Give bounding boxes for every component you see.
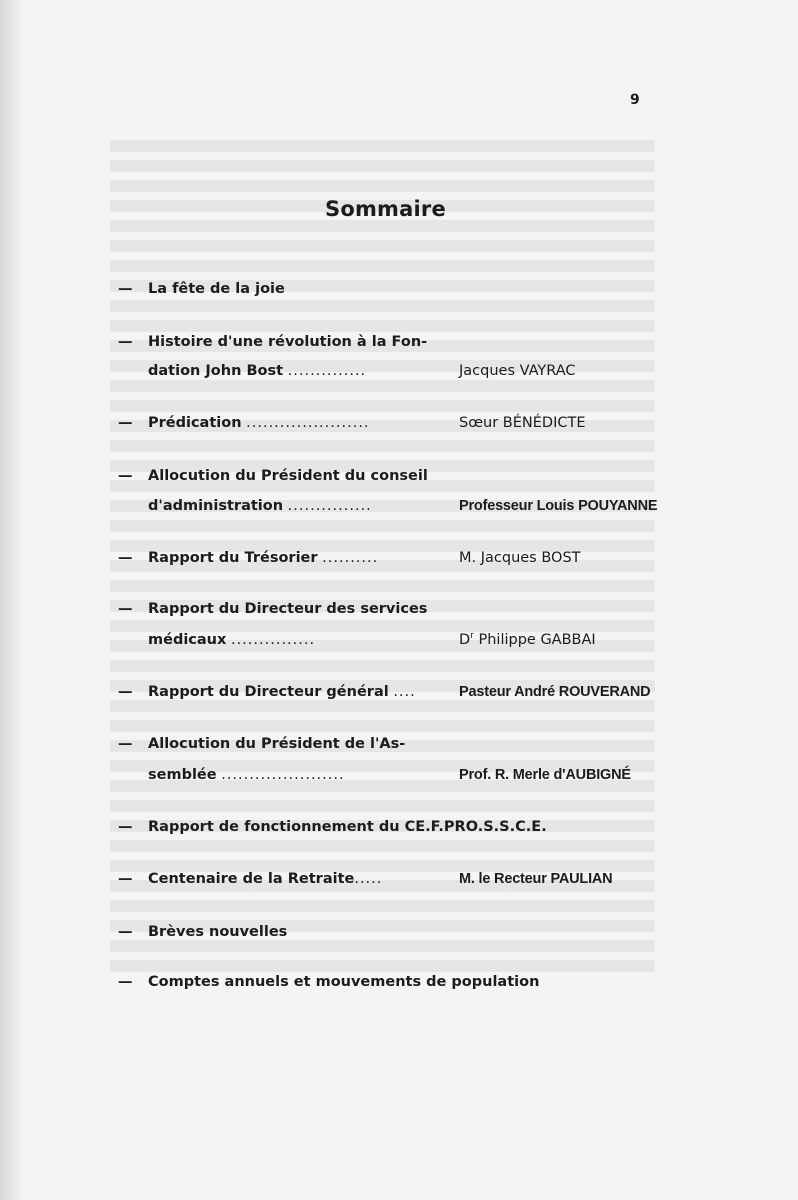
entry-title: La fête de la joie	[148, 281, 285, 297]
entry-author: M. le Recteur PAULIAN	[459, 871, 613, 887]
author-name: Philippe GABBAI	[473, 632, 596, 648]
entry-dash: —	[118, 550, 133, 566]
entry-dash: —	[118, 924, 133, 940]
entry-title: Rapport du Directeur des services	[148, 601, 428, 617]
entry-dash: —	[118, 415, 133, 431]
entry-author: Prof. R. Merle d'AUBIGNÉ	[459, 767, 631, 783]
entry-title: Centenaire de la Retraite	[148, 871, 355, 887]
entry-dash: —	[118, 974, 133, 990]
entry-dash: —	[118, 468, 133, 484]
entry-author	[459, 631, 596, 649]
toc-entry-comptes	[118, 973, 638, 991]
toc-entry-breves	[118, 923, 638, 941]
toc-entry-fonctionnement	[118, 818, 638, 836]
toc-entry-histoire	[118, 333, 638, 351]
toc-entry-directeur-general	[118, 683, 651, 701]
entry-dash: —	[118, 736, 133, 752]
entry-dash: —	[118, 684, 133, 700]
entry-dash: —	[118, 281, 133, 297]
leader-dots: ..........	[322, 550, 379, 566]
toc-entry-services-medicaux	[118, 600, 638, 618]
leader-dots: ...............	[287, 498, 372, 514]
toc-entry-predication	[118, 414, 638, 432]
toc-entry-tresorier	[118, 549, 638, 567]
leader-dots: .....	[354, 871, 383, 887]
entry-dash: —	[118, 334, 133, 350]
entry-title: Allocution du Président du conseil	[148, 468, 428, 484]
toc-entry-centenaire	[118, 870, 638, 888]
author-title-superscript: r	[470, 631, 474, 642]
entry-title-continued: semblée	[148, 767, 217, 783]
leader-dots: ......................	[246, 415, 370, 431]
entry-title: Histoire d'une révolution à la Fon-	[148, 334, 428, 350]
entry-author: M. Jacques BOST	[459, 550, 581, 566]
page-number: 9	[630, 92, 640, 108]
toc-entry-fete-joie	[118, 280, 638, 298]
entry-title: Rapport du Trésorier	[148, 550, 318, 566]
entry-title: Comptes annuels et mouvements de population	[148, 974, 540, 990]
page-title: Sommaire	[325, 197, 446, 221]
leader-dots: ......................	[221, 767, 345, 783]
author-title-prefix: D	[459, 632, 471, 648]
entry-title-continued: dation John Bost	[148, 363, 284, 379]
entry-dash: —	[118, 601, 133, 617]
entry-author: Pasteur André ROUVERAND	[459, 684, 651, 700]
entry-title: Prédication	[148, 415, 242, 431]
toc-entry-allocution-assemblee-cont	[118, 766, 668, 784]
toc-entry-allocution-assemblee	[118, 735, 638, 753]
leader-dots: ..............	[287, 363, 367, 379]
entry-title: Rapport de fonctionnement du CE.F.PRO.S.S.C.E.	[148, 819, 547, 835]
entry-title-continued: d'administration	[148, 498, 284, 514]
entry-title: Brèves nouvelles	[148, 924, 288, 940]
entry-author: Professeur Louis POUYANNE	[459, 498, 658, 514]
entry-dash: —	[118, 819, 133, 835]
toc-entry-allocution-conseil	[118, 467, 638, 485]
leader-dots: ....	[393, 684, 416, 700]
toc-entry-services-medicaux-cont	[118, 631, 668, 649]
toc-entry-histoire-cont	[118, 362, 668, 380]
entry-author: Sœur BÉNÉDICTE	[459, 415, 586, 431]
toc-entry-allocution-conseil-cont	[118, 497, 668, 515]
page-edge-shadow	[0, 0, 22, 1200]
entry-dash: —	[118, 871, 133, 887]
entry-title-continued: médicaux	[148, 632, 227, 648]
entry-title: Rapport du Directeur général	[148, 684, 389, 700]
entry-title: Allocution du Président de l'As-	[148, 736, 406, 752]
entry-author: Jacques VAYRAC	[459, 363, 576, 379]
leader-dots: ...............	[230, 632, 316, 648]
